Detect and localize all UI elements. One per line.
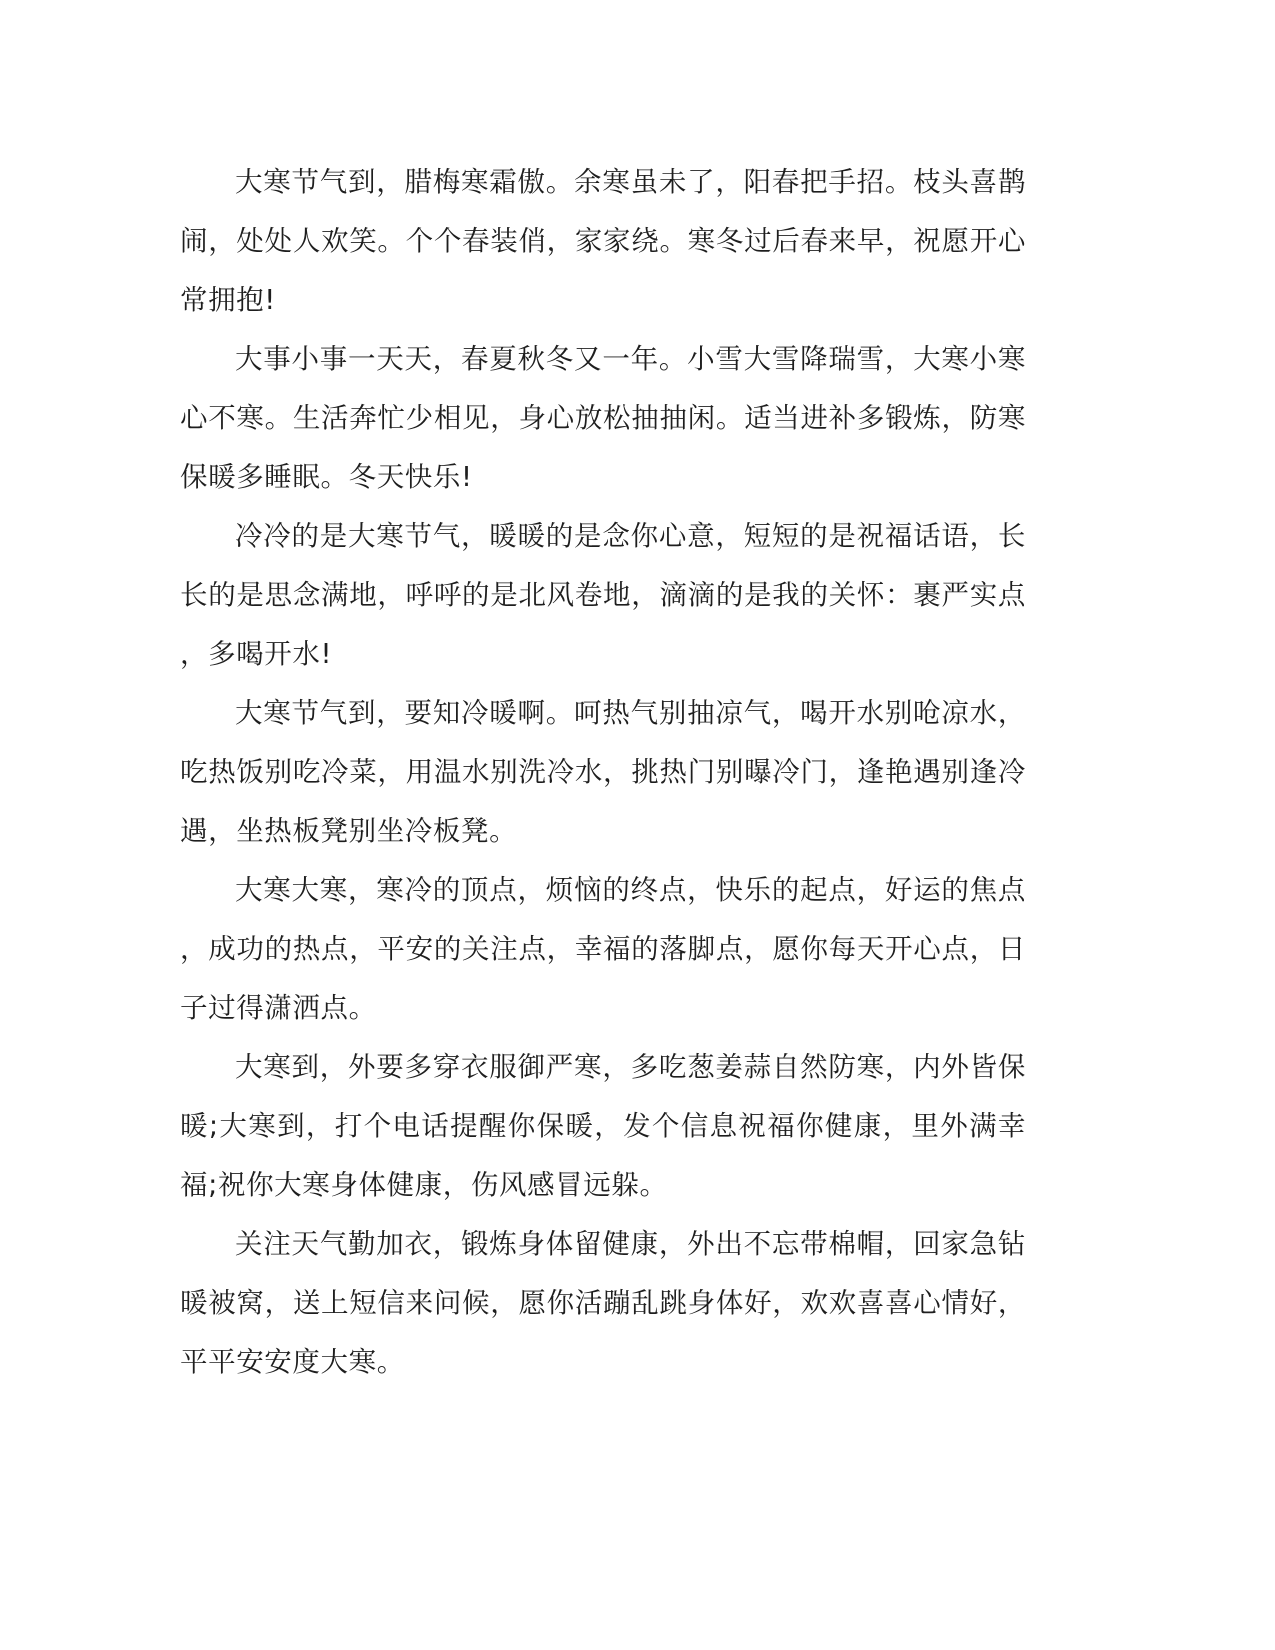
paragraph-2: 大事小事一天天，春夏秋冬又一年。小雪大雪降瑞雪，大寒小寒心不寒。生活奔忙少相见，身心放松抽抽闲。适当进补多锻炼，防寒保暖多睡眠。冬天快乐!	[180, 343, 1026, 493]
paragraph-3: 冷冷的是大寒节气，暖暖的是念你心意，短短的是祝福话语，长长的是思念满地，呼呼的是北风卷地，滴滴的是我的关怀：裹严实点，多喝开水!	[180, 520, 1026, 670]
paragraph-1: 大寒节气到，腊梅寒霜傲。余寒虽未了，阳春把手招。枝头喜鹊闹，处处人欢笑。个个春装俏，家家绕。寒冬过后春来早，祝愿开心常拥抱!	[180, 166, 1026, 316]
paragraph-7: 关注天气勤加衣，锻炼身体留健康，外出不忘带棉帽，回家急钻暖被窝，送上短信来问候，愿你活蹦乱跳身体好，欢欢喜喜心情好，平平安安度大寒。	[180, 1228, 1026, 1378]
paragraph-4: 大寒节气到，要知冷暖啊。呵热气别抽凉气，喝开水别呛凉水，吃热饭别吃冷菜，用温水别洗冷水，挑热门别曝冷门，逢艳遇别逢冷遇，坐热板凳别坐冷板凳。	[180, 697, 1026, 847]
paragraph-6: 大寒到，外要多穿衣服御严寒，多吃葱姜蒜自然防寒，内外皆保暖;大寒到，打个电话提醒你保暖，发个信息祝福你健康，里外满幸福;祝你大寒身体健康，伤风感冒远躲。	[180, 1051, 1026, 1201]
paragraph-5: 大寒大寒，寒冷的顶点，烦恼的终点，快乐的起点，好运的焦点，成功的热点，平安的关注点，幸福的落脚点，愿你每天开心点，日子过得潇洒点。	[180, 874, 1026, 1024]
document-body	[180, 153, 1026, 1392]
